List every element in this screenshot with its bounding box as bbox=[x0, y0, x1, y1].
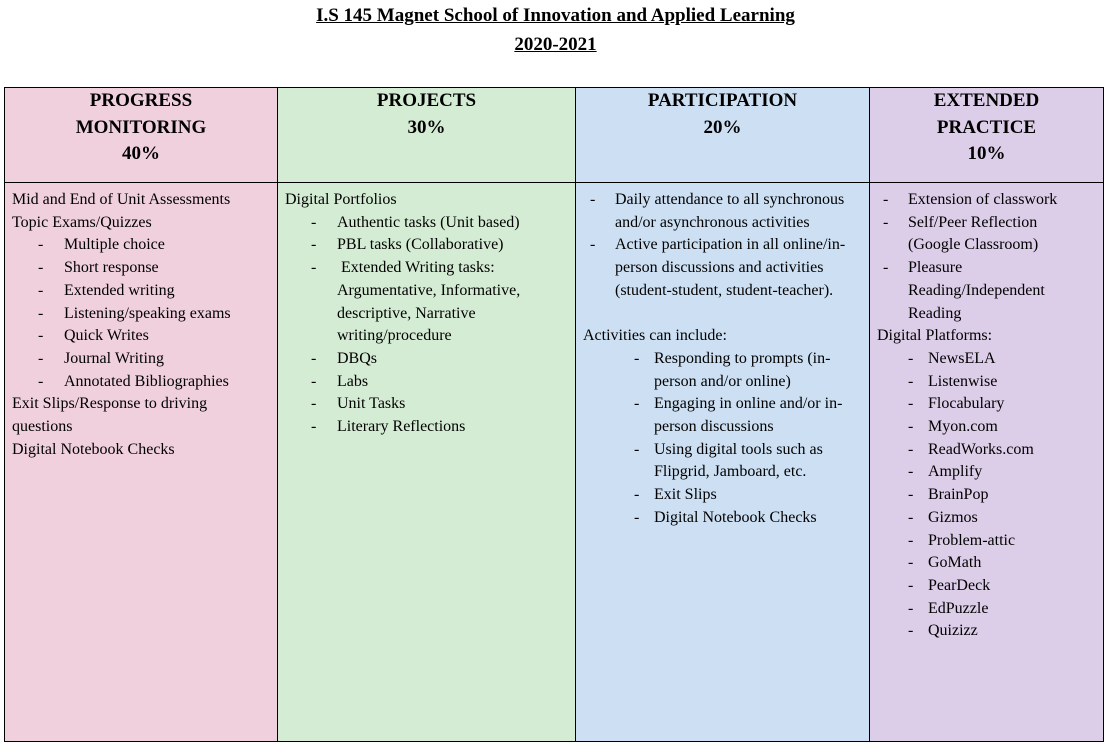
platform-item: - BrainPop bbox=[908, 486, 989, 504]
list-item: - DBQs bbox=[311, 349, 378, 367]
outro-line: questions bbox=[12, 418, 73, 436]
list-item: - Authentic tasks (Unit based) bbox=[311, 213, 520, 231]
list-item: - Digital Notebook Checks bbox=[634, 508, 817, 526]
list-item: - Multiple choice bbox=[38, 236, 165, 254]
list-item: - Pleasure Reading/Independent Reading bbox=[883, 259, 1045, 322]
heading-line: EXTENDED bbox=[933, 90, 1040, 111]
projects-cell bbox=[278, 183, 576, 742]
document-title: I.S 145 Magnet School of Innovation and Applied Learning bbox=[316, 5, 795, 26]
list-item: - Extension of classwork bbox=[883, 191, 1058, 208]
platform-item: - GoMath bbox=[908, 554, 982, 572]
platforms-subheading: Digital Platforms: bbox=[877, 327, 993, 345]
platform-item: - Gizmos bbox=[908, 508, 978, 526]
list-item: - Journal Writing bbox=[38, 349, 164, 367]
outro-line: Exit Slips/Response to driving bbox=[12, 395, 208, 413]
intro-line: Topic Exams/Quizzes bbox=[12, 213, 152, 231]
platform-item: - PearDeck bbox=[908, 576, 991, 594]
heading-weight: 20% bbox=[703, 116, 742, 138]
list-item: - Short response bbox=[38, 259, 159, 277]
platform-item: - EdPuzzle bbox=[908, 599, 989, 617]
header-row bbox=[5, 88, 1104, 183]
progress-monitoring-cell bbox=[5, 183, 278, 742]
extended-practice-cell bbox=[870, 183, 1104, 742]
list-item: - PBL tasks (Collaborative) bbox=[311, 236, 504, 254]
list-item: - Labs bbox=[311, 372, 369, 390]
heading-projects bbox=[278, 88, 576, 183]
intro-line: Mid and End of Unit Assessments bbox=[12, 191, 231, 208]
platform-item: - Flocabulary bbox=[908, 395, 1005, 413]
heading-extended-practice bbox=[870, 88, 1104, 183]
list-item: - Exit Slips bbox=[634, 486, 717, 504]
list-item: - Using digital tools such as Flipgrid, Jamboard, etc. bbox=[634, 440, 823, 481]
heading-line: PRACTICE bbox=[936, 116, 1037, 138]
list-item: - Literary Reflections bbox=[311, 418, 466, 436]
list-item: - Extended Writing tasks: Argumentative, Informative, descriptive, Narrative writing/procedure bbox=[311, 259, 525, 345]
platform-item: - Quizizz bbox=[908, 622, 978, 640]
heading-weight: 10% bbox=[967, 143, 1006, 165]
platform-item: - NewsELA bbox=[908, 349, 996, 367]
list-item: - Self/Peer Reflection (Google Classroom) bbox=[883, 213, 1039, 254]
platform-item: - ReadWorks.com bbox=[908, 440, 1034, 458]
list-item: - Extended writing bbox=[38, 281, 175, 299]
list-item: - Daily attendance to all synchronous and/or asynchronous activities bbox=[590, 191, 845, 231]
platform-item: - Problem-attic bbox=[908, 531, 1016, 549]
list-item: - Unit Tasks bbox=[311, 395, 406, 413]
platform-item: - Amplify bbox=[908, 463, 983, 481]
list-item: - Engaging in online and/or in-person discussions bbox=[634, 395, 843, 436]
platform-item: - Myon.com bbox=[908, 418, 998, 436]
list-item: - Active participation in all online/in-person discussions and activities (student-student, student-teacher). bbox=[590, 236, 846, 299]
participation-cell bbox=[576, 183, 870, 742]
content-row bbox=[5, 183, 1104, 742]
heading-line: MONITORING bbox=[75, 116, 207, 138]
list-item: - Annotated Bibliographies bbox=[38, 372, 229, 390]
school-year: 2020-2021 bbox=[514, 34, 597, 55]
list-item: - Listening/speaking exams bbox=[38, 304, 231, 322]
list-item: - Quick Writes bbox=[38, 327, 149, 345]
heading-line: PARTICIPATION bbox=[647, 90, 798, 111]
outro-line: Digital Notebook Checks bbox=[12, 440, 175, 458]
platform-item: - Listenwise bbox=[908, 372, 998, 390]
heading-participation bbox=[576, 88, 870, 183]
heading-weight: 40% bbox=[122, 143, 160, 165]
heading-line: PROJECTS bbox=[376, 90, 477, 111]
list-item: - Responding to prompts (in-person and/or online) bbox=[634, 349, 831, 390]
heading-weight: 30% bbox=[407, 116, 446, 138]
heading-line: PROGRESS bbox=[89, 90, 193, 111]
heading-progress-monitoring bbox=[5, 88, 278, 183]
grading-table bbox=[4, 87, 1104, 742]
activities-subheading: Activities can include: bbox=[583, 327, 727, 345]
intro-line: Digital Portfolios bbox=[285, 191, 397, 208]
